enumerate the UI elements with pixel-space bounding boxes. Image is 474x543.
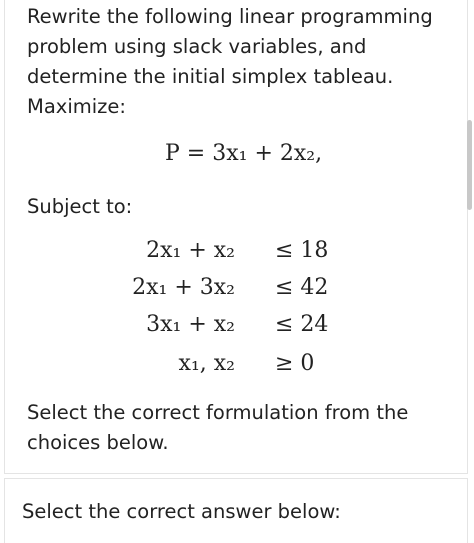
constraints-block [5,238,474,388]
objective-function: P = 3x₁ + 2x₂, [165,141,323,166]
nonnegativity-rhs: ≥ 0 [275,351,315,376]
constraint-2-lhs: 2x₁ + 3x₂ [132,275,235,300]
constraint-3-rhs: ≤ 24 [275,312,329,337]
constraint-1-lhs: 2x₁ + x₂ [146,238,235,263]
select-formulation-text: Select the correct formulation from the choices below. [27,401,409,454]
subject-to-label: Subject to: [27,195,133,218]
constraint-3-lhs: 3x₁ + x₂ [146,312,235,337]
answer-card [4,478,468,543]
select-answer-text: Select the correct answer below: [22,500,341,523]
problem-prompt: Rewrite the following linear programming problem using slack variables, and determine the initial simplex tableau. [27,5,433,88]
nonnegativity-lhs: x₁, x₂ [178,351,235,376]
maximize-label: Maximize: [27,95,126,118]
constraint-2-rhs: ≤ 42 [275,275,329,300]
question-card [4,0,468,474]
scrollbar[interactable] [466,0,472,474]
constraint-1-rhs: ≤ 18 [275,238,329,263]
scrollbar-thumb[interactable] [467,120,472,210]
